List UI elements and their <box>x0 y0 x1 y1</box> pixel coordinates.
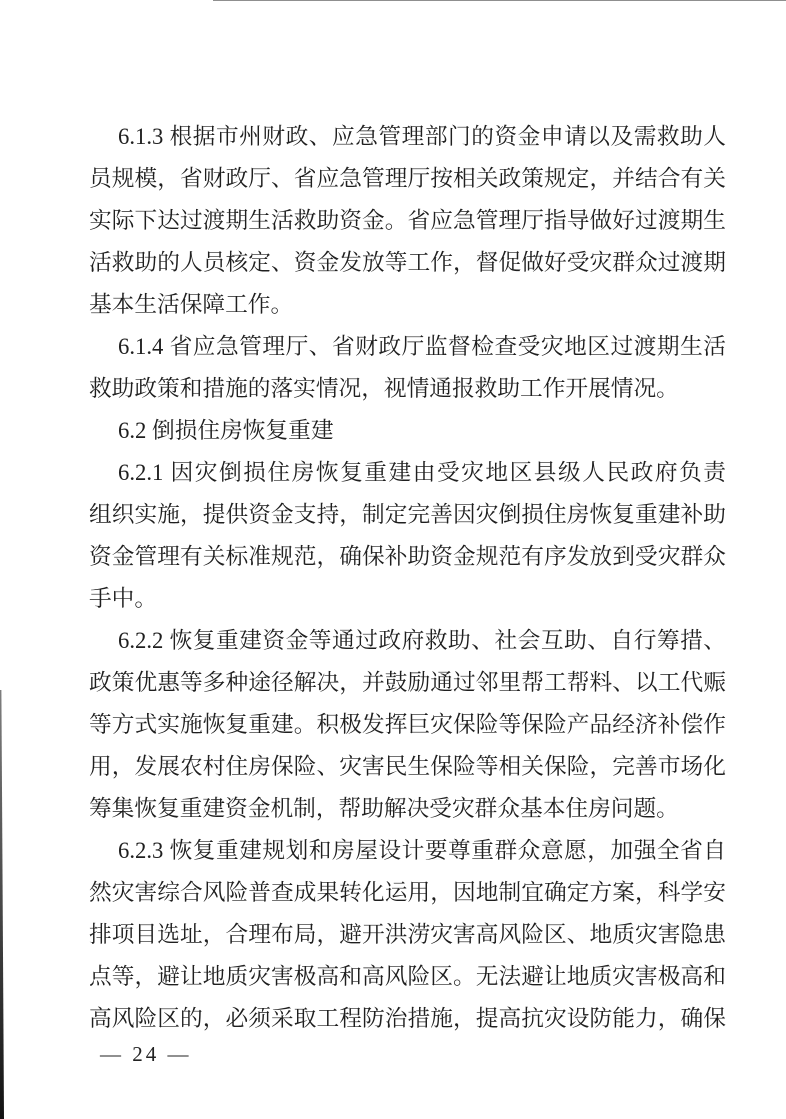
page-number: — 24 — <box>100 1042 192 1066</box>
text-line: 员规模，省财政厅、省应急管理厅按相关政策规定，并结合有关 <box>89 166 726 191</box>
document-body <box>89 116 726 1040</box>
text-line: 政策优惠等多种途径解决，并鼓励通过邻里帮工帮料、以工代赈 <box>89 670 726 695</box>
text-line: 然灾害综合风险普查成果转化运用，因地制宜确定方案，科学安 <box>89 880 726 905</box>
paragraph-6.1.4 <box>89 326 726 410</box>
text-line: 基本生活保障工作。 <box>89 292 294 317</box>
paragraph-6.2.1 <box>89 452 726 620</box>
text-line: 组织实施，提供资金支持，制定完善因灾倒损住房恢复重建补助 <box>89 502 726 527</box>
text-line: 6.2.3 恢复重建规划和房屋设计要尊重群众意愿，加强全省自 <box>118 838 726 863</box>
paragraph-6.2 <box>89 410 726 452</box>
text-line: 6.2 倒损住房恢复重建 <box>118 418 334 443</box>
paragraph-6.2.2 <box>89 620 726 830</box>
text-line: 救助政策和措施的落实情况，视情通报救助工作开展情况。 <box>89 376 679 401</box>
paragraph-6.1.3 <box>89 116 726 326</box>
text-line: 资金管理有关标准规范，确保补助资金规范有序发放到受灾群众 <box>89 544 726 569</box>
text-line: 高风险区的，必须采取工程防治措施，提高抗灾设防能力，确保 <box>89 1006 726 1031</box>
text-line: 6.2.2 恢复重建资金等通过政府救助、社会互助、自行筹措、 <box>118 628 726 653</box>
text-line: 等方式实施恢复重建。积极发挥巨灾保险等保险产品经济补偿作 <box>89 712 726 737</box>
text-line: 点等，避让地质灾害极高和高风险区。无法避让地质灾害极高和 <box>89 964 726 989</box>
paragraph-6.2.3 <box>89 830 726 1040</box>
text-line: 筹集恢复重建资金机制，帮助解决受灾群众基本住房问题。 <box>89 796 679 821</box>
text-line: 排项目选址，合理布局，避开洪涝灾害高风险区、地质灾害隐患 <box>89 922 726 947</box>
text-line: 6.1.3 根据市州财政、应急管理部门的资金申请以及需救助人 <box>118 124 726 149</box>
text-line: 用，发展农村住房保险、灾害民生保险等相关保险，完善市场化 <box>89 754 726 779</box>
text-line: 手中。 <box>89 586 158 611</box>
text-line: 活救助的人员核定、资金发放等工作，督促做好受灾群众过渡期 <box>89 250 726 275</box>
scan-artifact-left-line <box>0 690 4 1119</box>
text-line: 6.2.1 因灾倒损住房恢复重建由受灾地区县级人民政府负责 <box>118 460 726 485</box>
text-line: 实际下达过渡期生活救助资金。省应急管理厅指导做好过渡期生 <box>89 208 726 233</box>
scan-artifact-top-line <box>213 0 786 1</box>
text-line: 6.1.4 省应急管理厅、省财政厅监督检查受灾地区过渡期生活 <box>118 334 726 359</box>
